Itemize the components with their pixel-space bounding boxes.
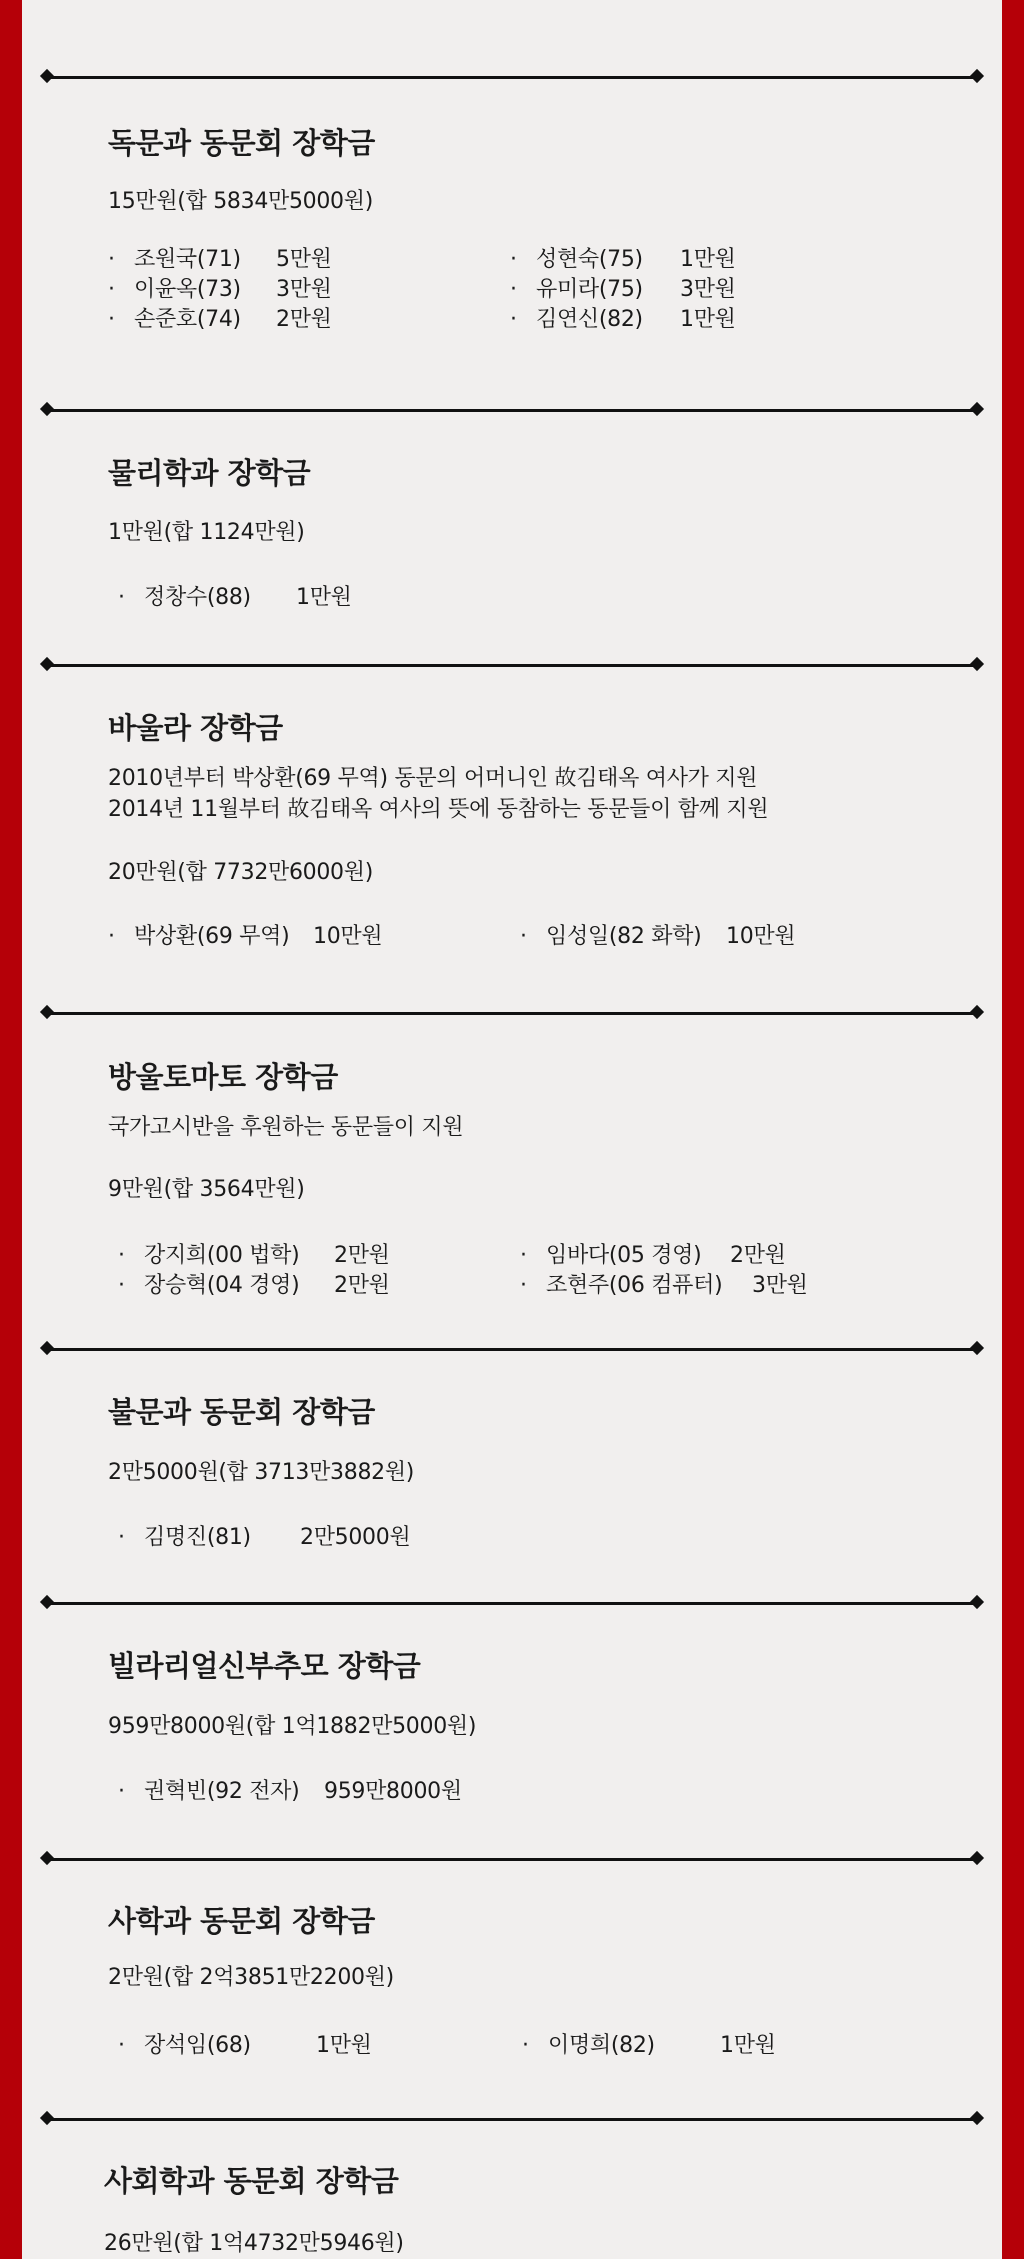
donor-amount: 1만원 bbox=[680, 247, 736, 272]
donor-amount: 10만원 bbox=[726, 924, 796, 949]
section-total: 15만원(합 5834만5000원) bbox=[108, 189, 373, 214]
donor-amount: 2만5000원 bbox=[300, 1525, 411, 1550]
section-total: 9만원(합 3564만원) bbox=[108, 1177, 305, 1202]
donor-name: 권혁빈(92 전자) bbox=[144, 1779, 300, 1804]
section-title: 물리학과 장학금 bbox=[108, 456, 311, 490]
section-divider bbox=[40, 658, 984, 672]
section-divider bbox=[40, 2112, 984, 2126]
section-total: 2만원(합 2억3851만2200원) bbox=[108, 1965, 394, 1990]
left-red-border bbox=[0, 0, 22, 2259]
section-description: 2010년부터 박상환(69 무역) 동문의 어머니인 故김태옥 여사가 지원 bbox=[108, 766, 758, 791]
donor-item: · 임성일(82 화학) 10만원 bbox=[520, 919, 795, 950]
section-description: 2014년 11월부터 故김태옥 여사의 뜻에 동참하는 동문들이 함께 지원 bbox=[108, 797, 769, 822]
donor-name: 이윤옥(73) bbox=[134, 277, 241, 302]
section-divider bbox=[40, 403, 984, 417]
donor-amount: 1만원 bbox=[720, 2033, 776, 2058]
section-title: 독문과 동문회 장학금 bbox=[108, 126, 375, 160]
donor-amount: 1만원 bbox=[680, 307, 736, 332]
donor-amount: 959만8000원 bbox=[324, 1779, 462, 1804]
donor-name: 정창수(88) bbox=[144, 585, 251, 610]
section-total: 1만원(합 1124만원) bbox=[108, 520, 305, 545]
donor-name: 김연신(82) bbox=[536, 307, 643, 332]
section-title: 불문과 동문회 장학금 bbox=[108, 1395, 375, 1429]
donor-item: · 강지희(00 법학) 2만원 bbox=[118, 1238, 390, 1269]
donor-item: · 조현주(06 컴퓨터) 3만원 bbox=[520, 1268, 808, 1299]
donor-name: 임바다(05 경영) bbox=[546, 1243, 702, 1268]
donor-name: 조원국(71) bbox=[134, 247, 241, 272]
donor-item: · 장승혁(04 경영) 2만원 bbox=[118, 1268, 390, 1299]
section-total: 20만원(합 7732만6000원) bbox=[108, 860, 373, 885]
donor-amount: 2만원 bbox=[334, 1273, 390, 1298]
donor-item: · 성현숙(75) 1만원 bbox=[510, 242, 736, 273]
donor-item: · 유미라(75) 3만원 bbox=[510, 272, 736, 303]
section-title: 바울라 장학금 bbox=[108, 711, 283, 745]
donor-amount: 1만원 bbox=[316, 2033, 372, 2058]
donor-item: · 김연신(82) 1만원 bbox=[510, 302, 736, 333]
donor-name: 임성일(82 화학) bbox=[546, 924, 702, 949]
donor-amount: 10만원 bbox=[313, 924, 383, 949]
section-divider bbox=[40, 1596, 984, 1610]
scholarship-list bbox=[22, 0, 1002, 2259]
donor-item: · 손준호(74) 2만원 bbox=[108, 302, 332, 333]
section-total: 2만5000원(합 3713만3882원) bbox=[108, 1460, 415, 1485]
section-title: 사학과 동문회 장학금 bbox=[108, 1904, 375, 1938]
donor-name: 유미라(75) bbox=[536, 277, 643, 302]
section-title: 방울토마토 장학금 bbox=[108, 1060, 338, 1094]
section-divider bbox=[40, 1852, 984, 1866]
donor-name: 손준호(74) bbox=[134, 307, 241, 332]
donor-item: · 정창수(88) 1만원 bbox=[118, 580, 352, 611]
donor-name: 이명희(82) bbox=[548, 2033, 655, 2058]
section-divider bbox=[40, 1342, 984, 1356]
donor-item: · 박상환(69 무역) 10만원 bbox=[108, 919, 382, 950]
section-title: 빌라리얼신부추모 장학금 bbox=[108, 1649, 421, 1683]
donor-amount: 2만원 bbox=[730, 1243, 786, 1268]
donor-item: · 이명희(82) 1만원 bbox=[522, 2028, 776, 2059]
donor-amount: 5만원 bbox=[276, 247, 332, 272]
donor-name: 장석임(68) bbox=[144, 2033, 251, 2058]
section-divider bbox=[40, 1006, 984, 1020]
donor-item: · 권혁빈(92 전자) 959만8000원 bbox=[118, 1774, 462, 1805]
donor-amount: 2만원 bbox=[334, 1243, 390, 1268]
donor-name: 박상환(69 무역) bbox=[134, 924, 290, 949]
donor-amount: 3만원 bbox=[276, 277, 332, 302]
donor-name: 김명진(81) bbox=[144, 1525, 251, 1550]
donor-item: · 장석임(68) 1만원 bbox=[118, 2028, 372, 2059]
donor-amount: 3만원 bbox=[752, 1273, 808, 1298]
donor-amount: 1만원 bbox=[296, 585, 352, 610]
section-divider bbox=[40, 70, 984, 84]
donor-item: · 조원국(71) 5만원 bbox=[108, 242, 332, 273]
donor-name: 강지희(00 법학) bbox=[144, 1243, 300, 1268]
donor-item: · 임바다(05 경영) 2만원 bbox=[520, 1238, 786, 1269]
right-red-border bbox=[1002, 0, 1024, 2259]
donor-item: · 김명진(81) 2만5000원 bbox=[118, 1520, 410, 1551]
donor-name: 장승혁(04 경영) bbox=[144, 1273, 300, 1298]
donor-amount: 3만원 bbox=[680, 277, 736, 302]
donor-name: 조현주(06 컴퓨터) bbox=[546, 1273, 723, 1298]
donor-amount: 2만원 bbox=[276, 307, 332, 332]
donor-name: 성현숙(75) bbox=[536, 247, 643, 272]
section-total: 26만원(합 1억4732만5946원) bbox=[104, 2231, 404, 2256]
section-total: 959만8000원(합 1억1882만5000원) bbox=[108, 1714, 477, 1739]
section-description: 국가고시반을 후원하는 동문들이 지원 bbox=[108, 1115, 464, 1140]
donor-item: · 이윤옥(73) 3만원 bbox=[108, 272, 332, 303]
section-title: 사회학과 동문회 장학금 bbox=[104, 2164, 399, 2198]
